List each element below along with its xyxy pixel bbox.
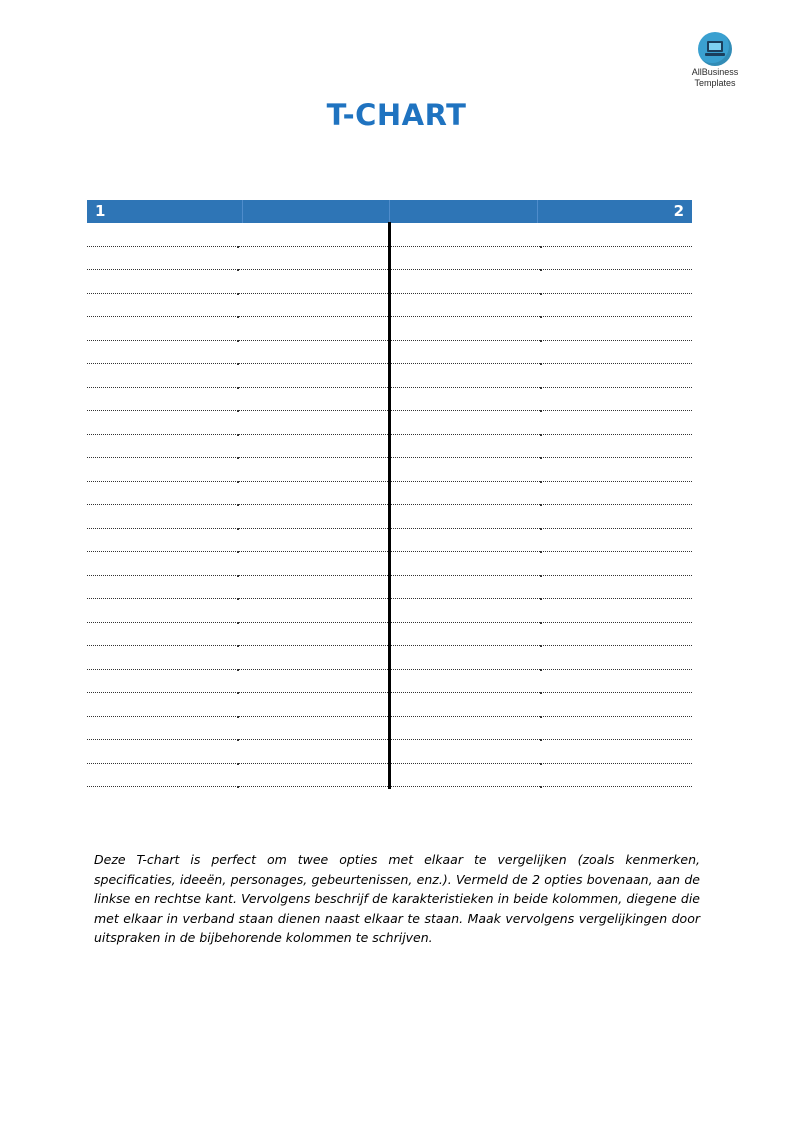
t-chart-divider	[388, 222, 391, 789]
header-cell-blank	[243, 200, 391, 223]
logo-text-line1: AllBusiness	[691, 67, 739, 77]
header-right-label: 2	[673, 202, 684, 220]
t-chart-header	[87, 200, 692, 223]
t-chart	[87, 200, 692, 790]
allbusiness-templates-logo	[680, 32, 750, 88]
header-cell-blank	[390, 200, 538, 223]
header-left-label: 1	[87, 200, 243, 223]
laptop-icon	[698, 32, 732, 66]
description-paragraph: Deze T-chart is perfect om twee opties met elkaar te vergelijken (zoals kenmerken, specificaties, ideeën, personages, gebeurtenissen, enz.). Vermeld de 2 opties bovenaan, aan de linkse en rechtse kant. Vervolgens beschrijf de karakteristieken in beide kolommen, diegene die met elkaar in verband staan dienen naast elkaar te staan. Maak vervolgens vergelijkingen door uitspraken in de bijbehorende kolommen te schrijven.	[94, 852, 700, 945]
page-title: T-CHART	[326, 98, 467, 132]
logo-text-line2: Templates	[694, 78, 736, 88]
